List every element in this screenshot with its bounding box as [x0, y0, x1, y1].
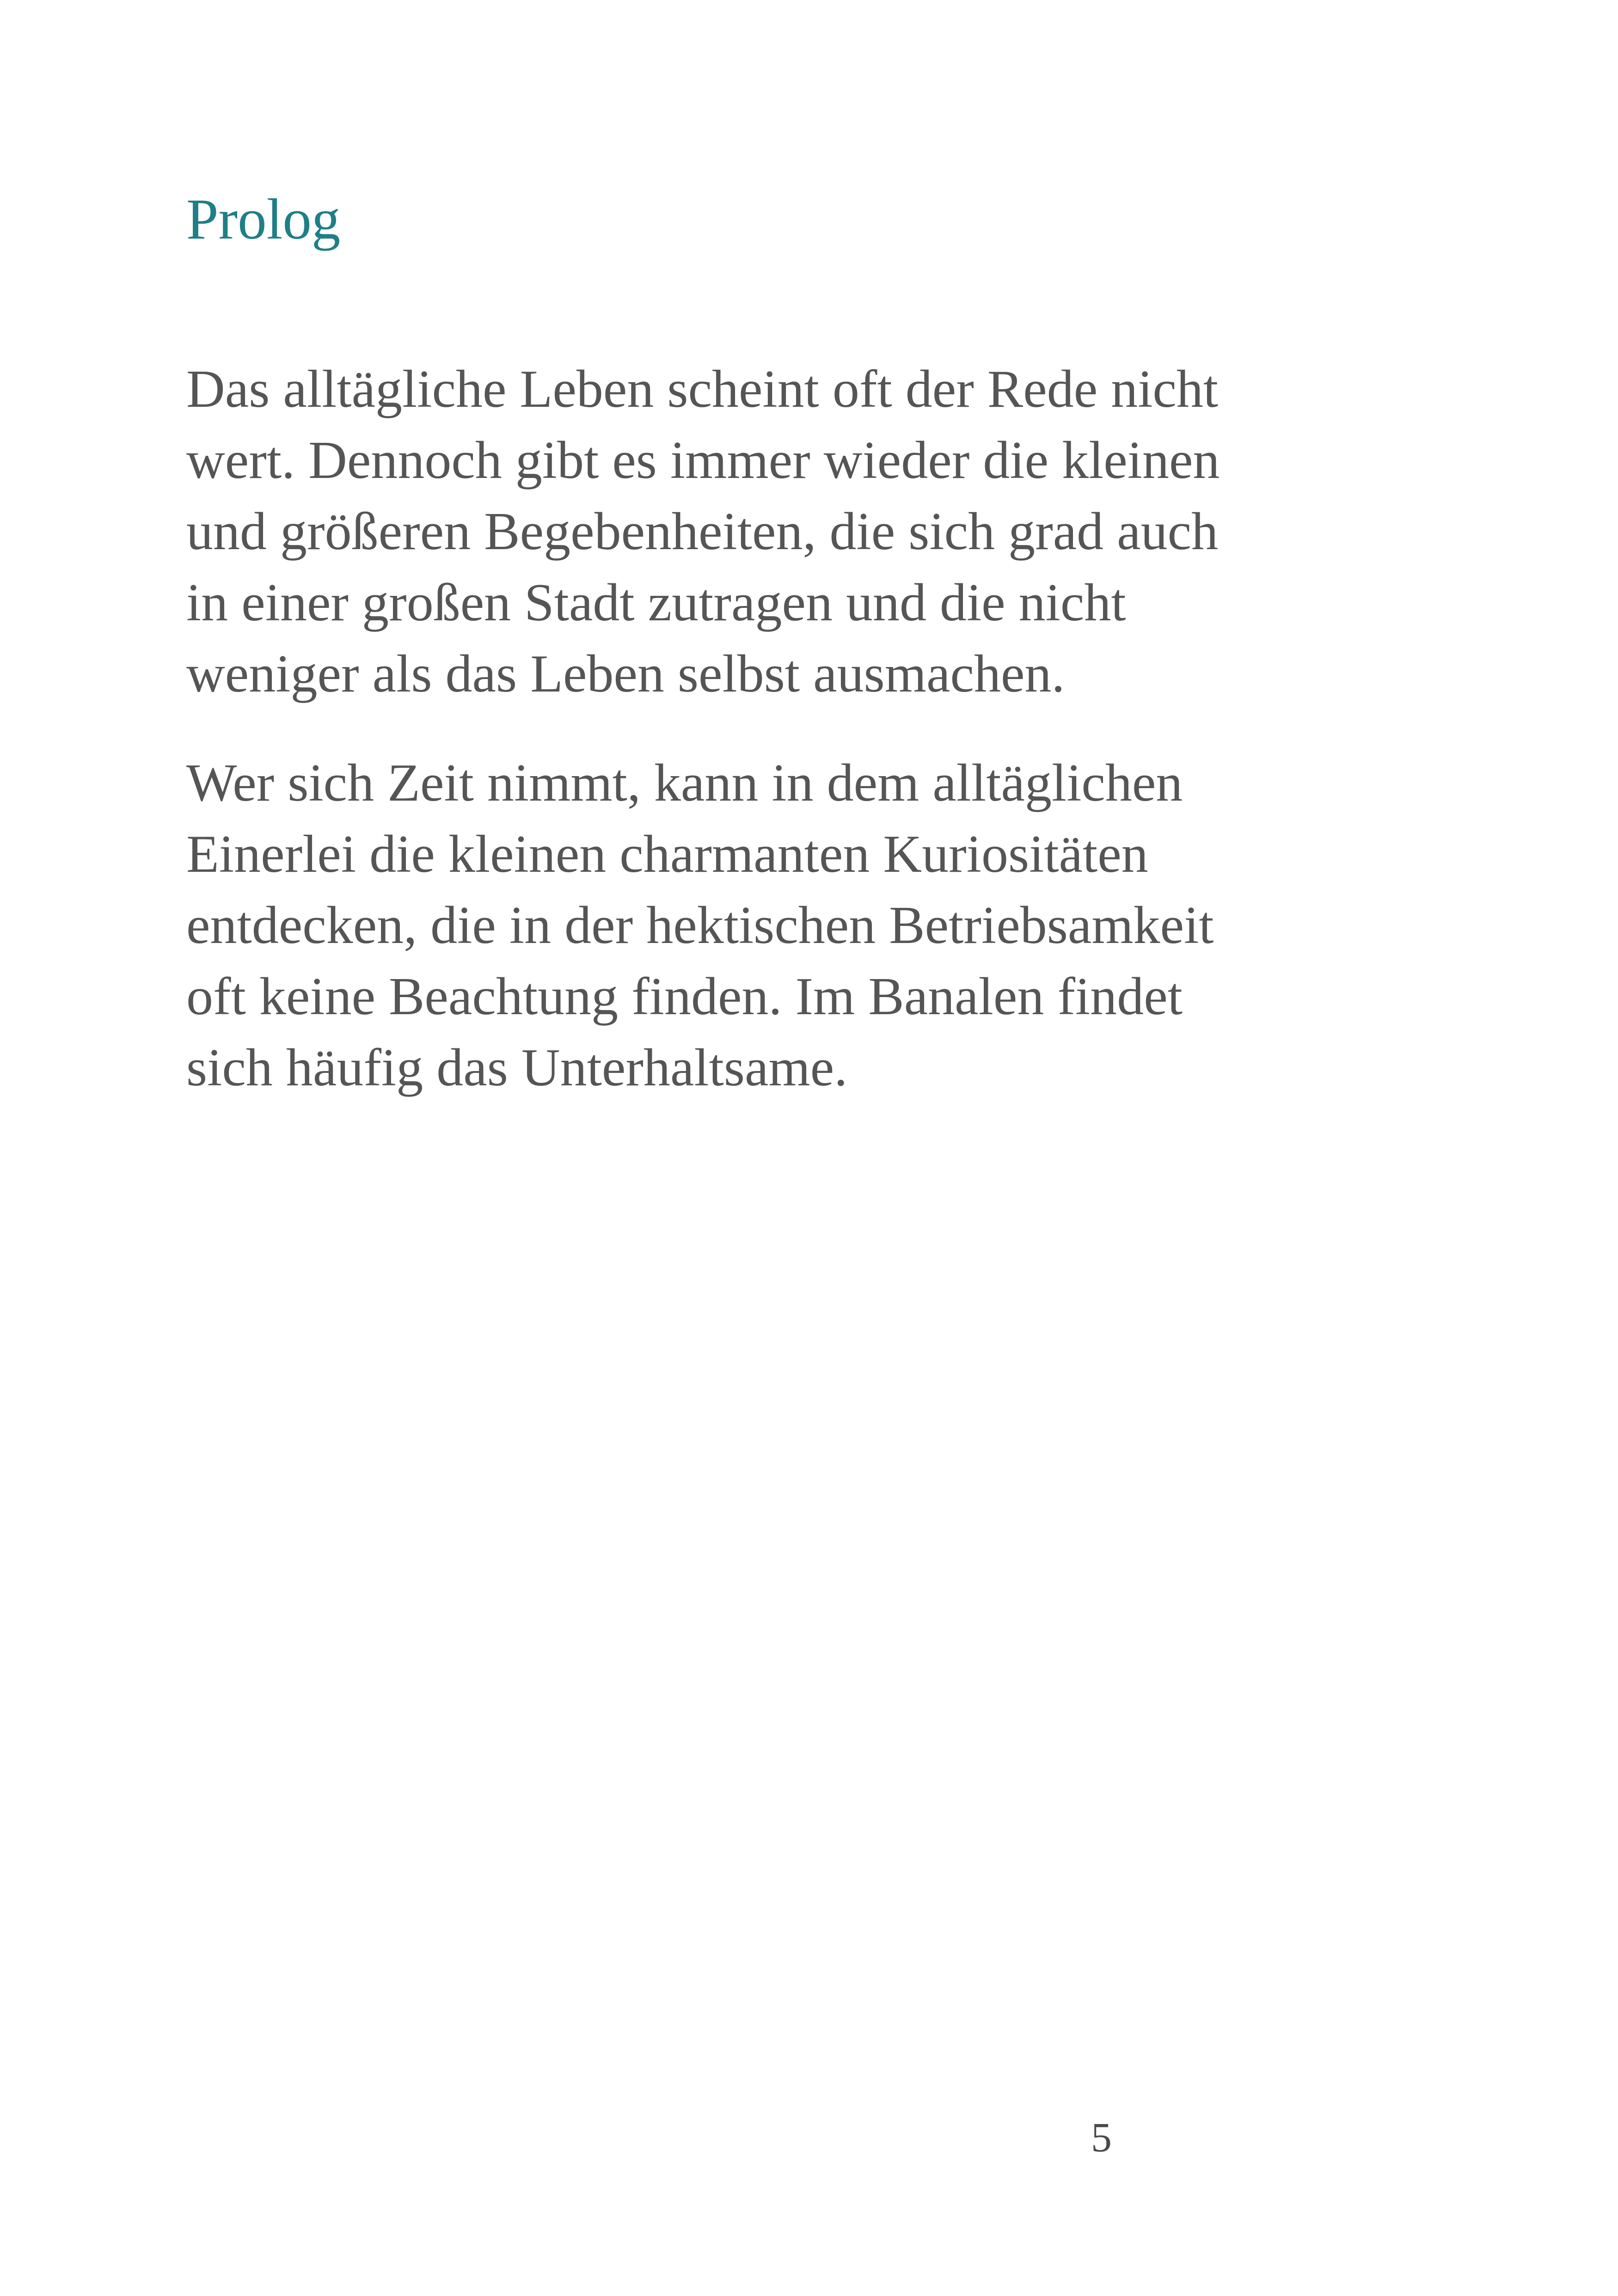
text-line: Wer sich Zeit nimmt, kann in dem alltäglichen	[186, 753, 1183, 813]
paragraph-1	[186, 354, 1342, 710]
text-line: sich häufig das Unterhaltsame.	[186, 1038, 848, 1097]
text-line: in einer großen Stadt zutragen und die nicht	[186, 573, 1126, 632]
text-line: weniger als das Leben selbst ausmachen.	[186, 644, 1065, 704]
text-line: oft keine Beachtung finden. Im Banalen findet	[186, 967, 1183, 1026]
text-line: entdecken, die in der hektischen Betriebsamkeit	[186, 896, 1214, 955]
text-line: Das alltägliche Leben scheint oft der Rede nicht	[186, 360, 1219, 419]
chapter-heading: Prolog	[186, 188, 341, 251]
text-line: und größeren Begebenheiten, die sich grad auch	[186, 502, 1219, 561]
page-number: 5	[1091, 2115, 1112, 2161]
text-line: wert. Dennoch gibt es immer wieder die kleinen	[186, 431, 1220, 490]
body-text	[186, 354, 1342, 1103]
text-line: Einerlei die kleinen charmanten Kuriositäten	[186, 825, 1148, 884]
paragraph-spacer	[186, 710, 1342, 747]
paragraph-2	[186, 747, 1342, 1103]
